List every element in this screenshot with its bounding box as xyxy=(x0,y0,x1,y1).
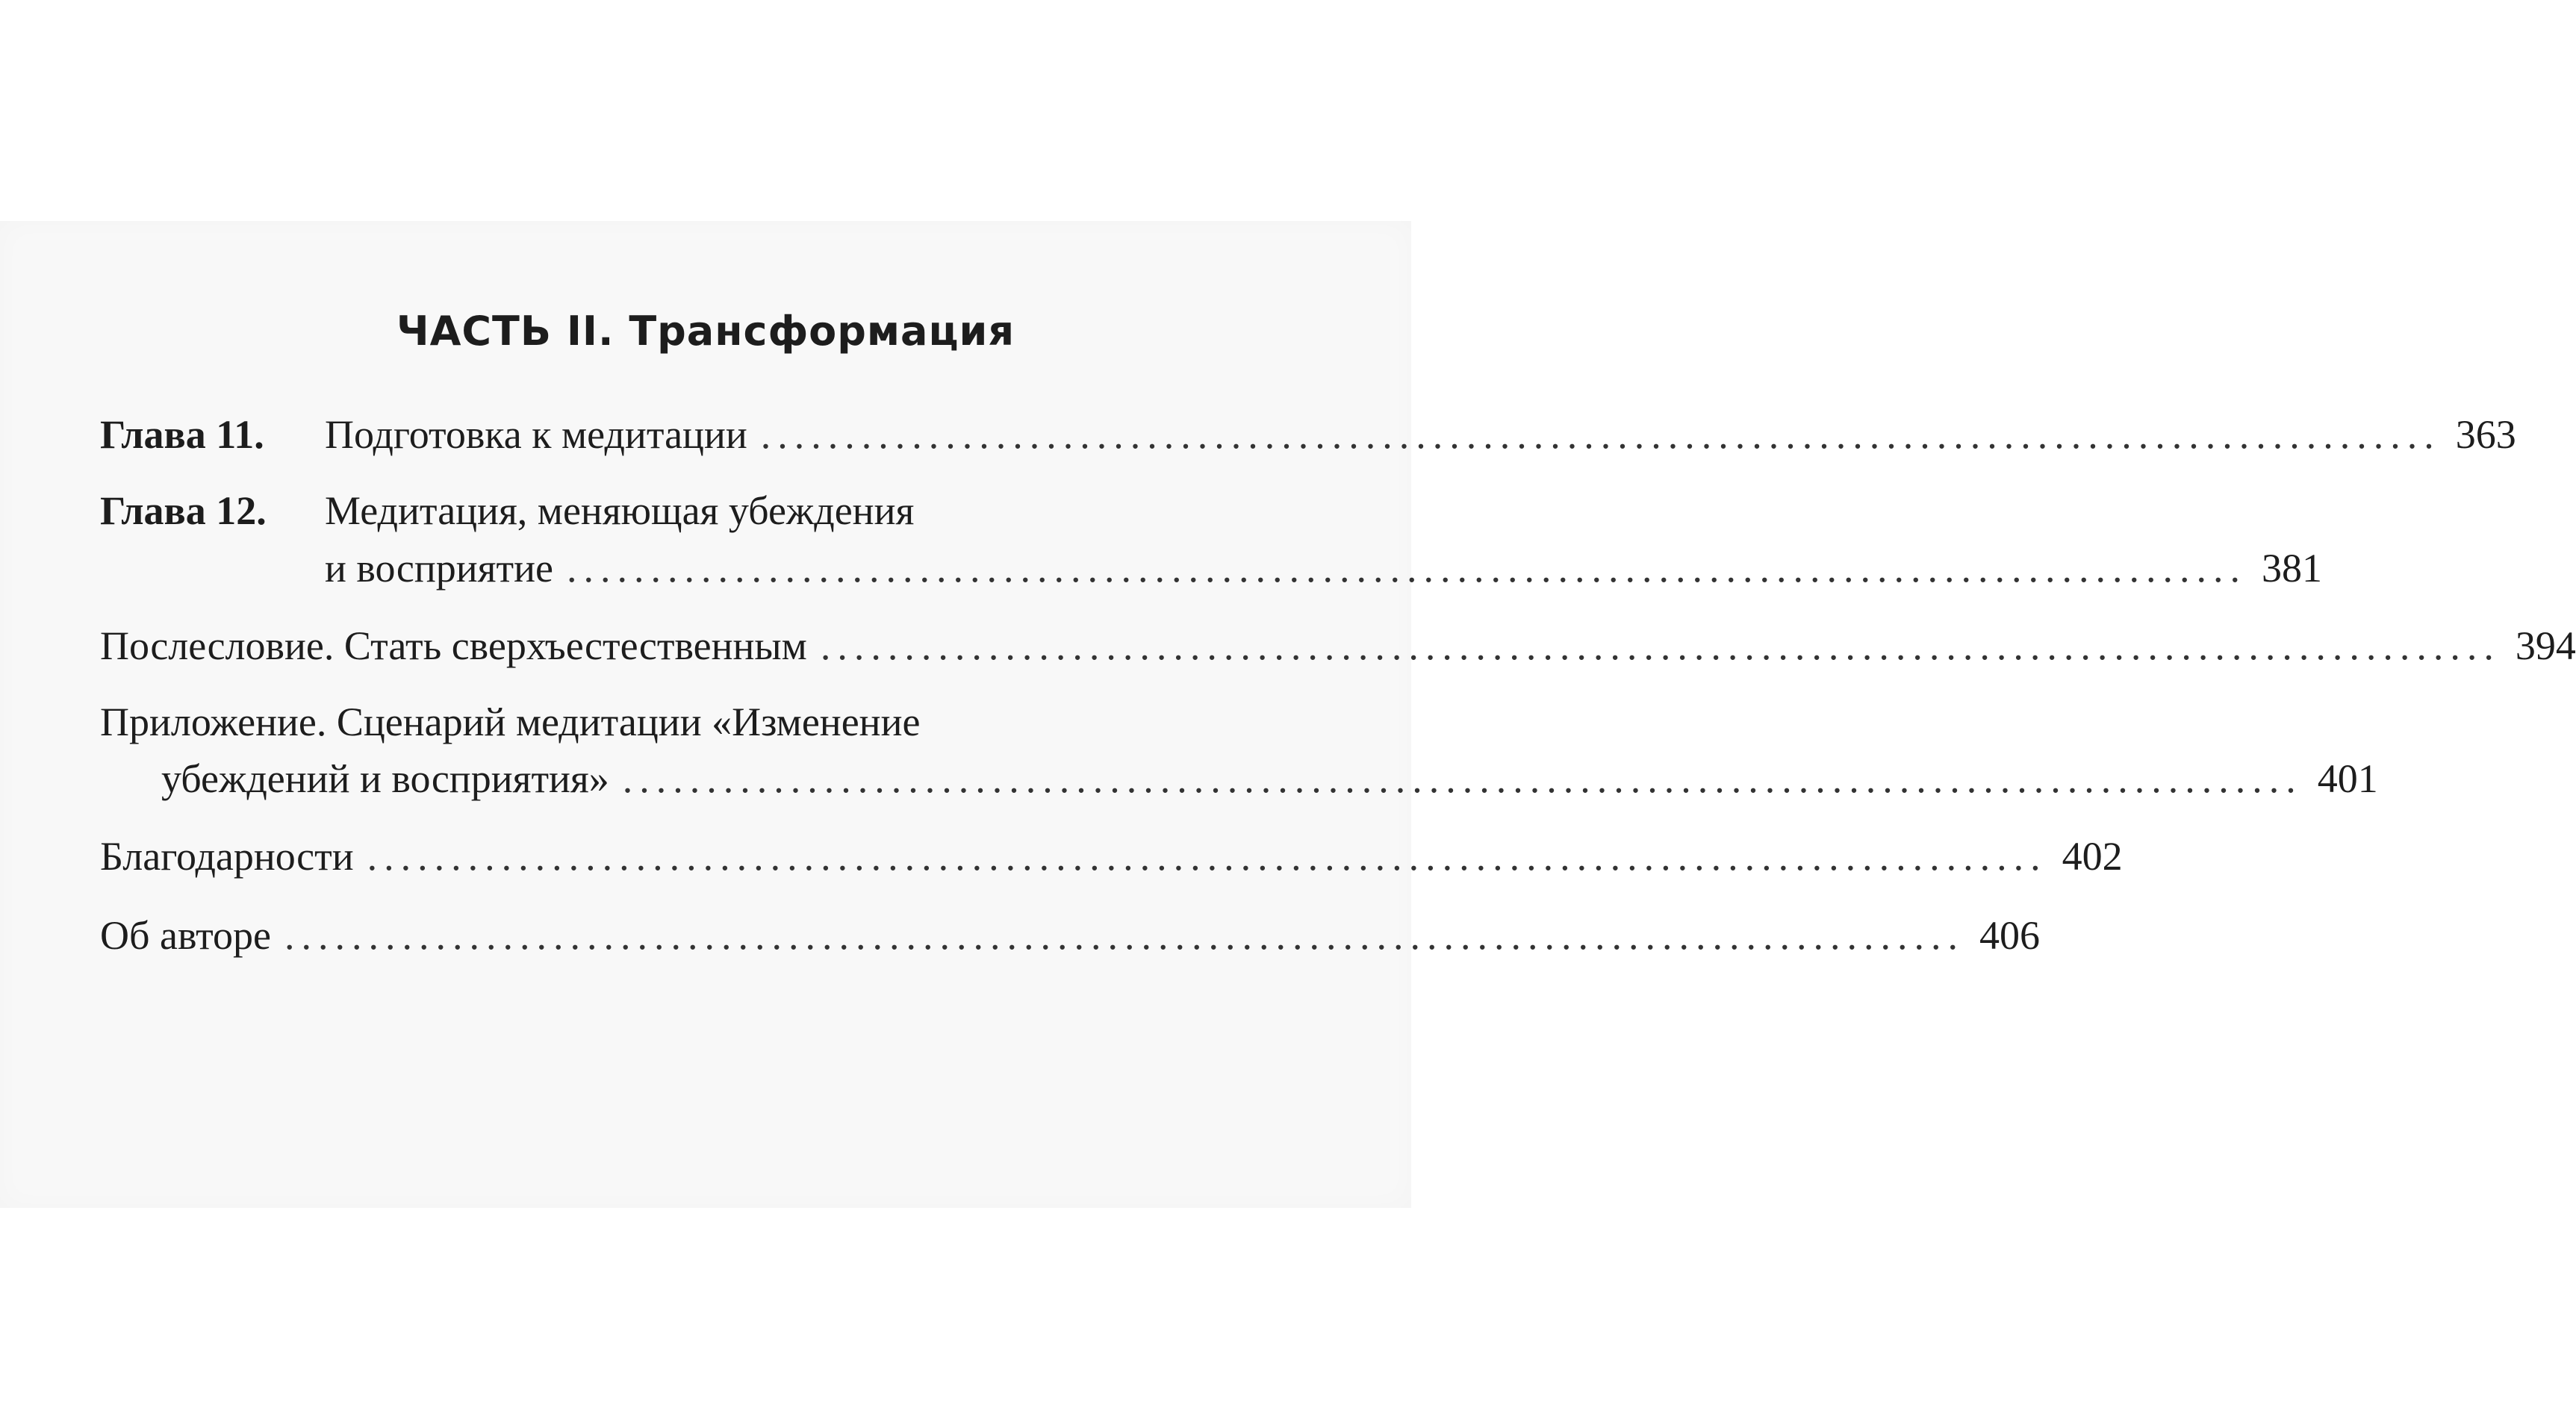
dot-leader: .................................................................................................... xyxy=(622,756,2303,801)
toc-entry-title: Благодарности xyxy=(100,834,354,879)
toc-entry-title: Об авторе xyxy=(100,913,271,958)
toc-entry-title: Медитация, меняющая убеждения xyxy=(325,488,915,533)
toc-entry-title-continued: и восприятие xyxy=(325,546,553,591)
toc-page-number: 402 xyxy=(2062,834,2123,879)
dot-leader: .................................................................................................... xyxy=(367,834,2047,879)
table-of-contents-page xyxy=(0,221,2576,1208)
toc-entry-title: Подготовка к медитации xyxy=(325,412,747,457)
dot-leader: .................................................................................................... xyxy=(760,412,2441,457)
toc-page-number: 394 xyxy=(2515,623,2576,668)
dot-leader: .................................................................................................... xyxy=(820,623,2501,668)
toc-page-number: 406 xyxy=(1979,913,2040,958)
toc-entry[interactable] xyxy=(325,541,2322,596)
toc-entry-title: Послесловие. Стать сверхъестественным xyxy=(100,623,807,668)
dot-leader: .................................................................................................... xyxy=(284,913,1964,958)
toc-entry[interactable] xyxy=(100,908,2040,963)
toc-entry[interactable] xyxy=(325,407,2516,462)
toc-page-number: 363 xyxy=(2455,412,2516,457)
part-heading: ЧАСТЬ II. Трансформация xyxy=(396,308,1015,355)
toc-page-number: 381 xyxy=(2261,546,2322,591)
chapter-number: Глава 11. xyxy=(100,412,264,457)
toc-page-number: 401 xyxy=(2317,756,2378,801)
chapter-number: Глава 12. xyxy=(100,488,267,533)
toc-entry-title: Приложение. Сценарий медитации «Изменение xyxy=(100,700,921,744)
toc-entry[interactable] xyxy=(161,751,2378,806)
toc-entry-title-continued: убеждений и восприятия» xyxy=(161,756,609,801)
toc-entry[interactable] xyxy=(100,618,2576,673)
toc-entry[interactable] xyxy=(100,829,2123,884)
dot-leader: .................................................................................................... xyxy=(566,546,2247,591)
